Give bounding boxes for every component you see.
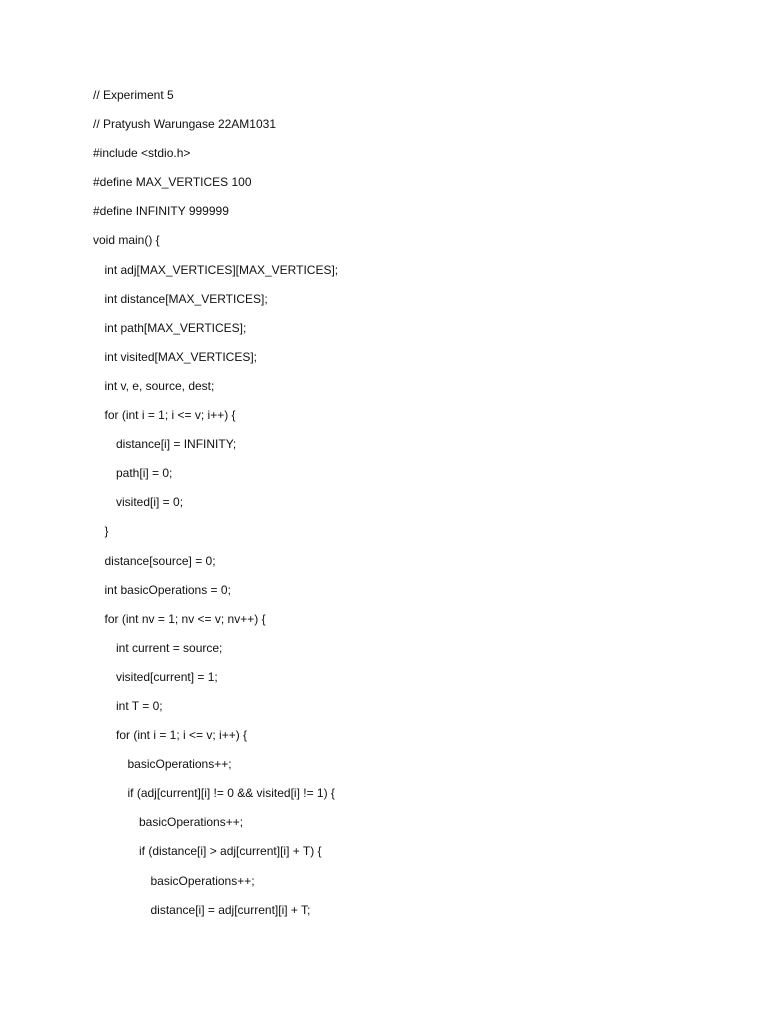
- code-line: int basicOperations = 0;: [104, 582, 231, 597]
- code-line: path[i] = 0;: [116, 466, 173, 481]
- code-line: visited[i] = 0;: [116, 495, 184, 510]
- code-line: int v, e, source, dest;: [104, 378, 215, 393]
- code-line: basicOperations++;: [127, 757, 232, 772]
- code-line: distance[i] = adj[current][i] + T;: [150, 902, 311, 917]
- code-line: int T = 0;: [116, 698, 163, 713]
- code-line: int current = source;: [116, 640, 223, 655]
- code-line: void main() {: [93, 233, 160, 248]
- code-line: basicOperations++;: [139, 815, 244, 830]
- code-line: // Experiment 5: [93, 88, 174, 102]
- code-line: #define MAX_VERTICES 100: [93, 175, 252, 190]
- code-line: #define INFINITY 999999: [93, 204, 229, 219]
- code-line: // Pratyush Warungase 22AM1031: [93, 117, 276, 132]
- code-line: visited[current] = 1;: [116, 669, 218, 684]
- code-line: if (adj[current][i] != 0 && visited[i] != 1) {: [127, 786, 335, 801]
- code-line: for (int nv = 1; nv <= v; nv++) {: [104, 611, 266, 626]
- code-line: }: [104, 524, 109, 539]
- code-line: int distance[MAX_VERTICES];: [104, 291, 268, 306]
- code-line: for (int i = 1; i <= v; i++) {: [104, 408, 236, 423]
- code-line: distance[i] = INFINITY;: [116, 437, 237, 452]
- code-line: distance[source] = 0;: [104, 553, 216, 568]
- code-line: int visited[MAX_VERTICES];: [104, 349, 257, 364]
- code-line: for (int i = 1; i <= v; i++) {: [116, 728, 248, 743]
- code-listing: [93, 86, 338, 930]
- code-line: int path[MAX_VERTICES];: [104, 320, 247, 335]
- code-line: #include <stdio.h>: [93, 146, 191, 161]
- code-line: basicOperations++;: [150, 873, 255, 888]
- code-line: if (distance[i] > adj[current][i] + T) {: [139, 844, 322, 859]
- code-line: int adj[MAX_VERTICES][MAX_VERTICES];: [104, 262, 339, 277]
